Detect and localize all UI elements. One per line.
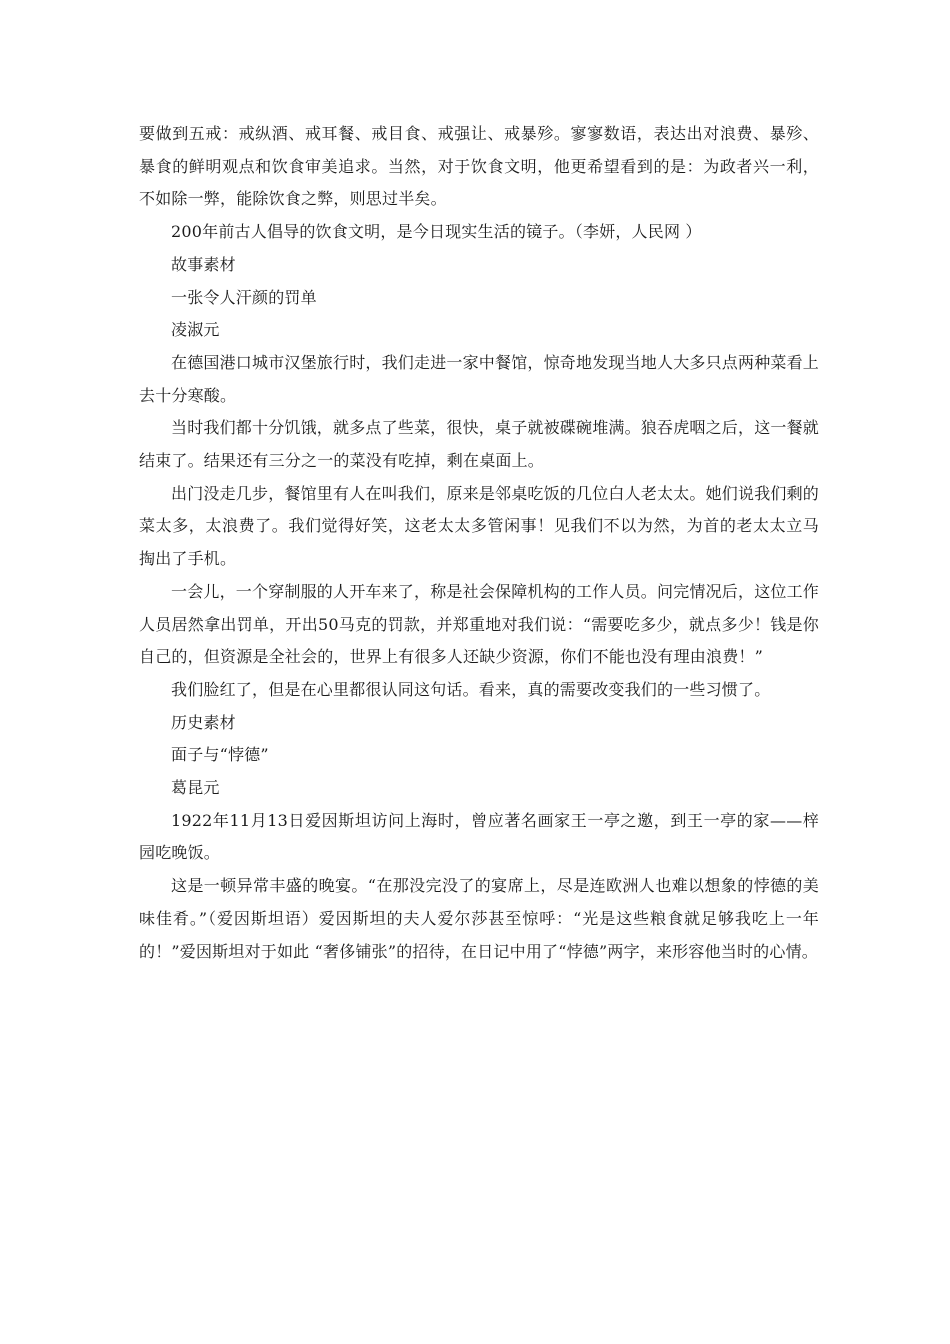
paragraph-10: 我们脸红了，但是在心里都很认同这句话。看来，真的需要改变我们的一些习惯了。 [171,679,771,699]
document-body [139,118,819,968]
paragraph-9: 一会儿，一个穿制服的人开车来了，称是社会保障机构的工作人员。问完情况后，这位工作人员居然拿出罚单，开出50马克的罚款，并郑重地对我们说：“需要吃多少，就点多少！钱是你自己的，但资源是全社会的，世界上有很多人还缺少资源，你们不能也没有理由浪费！” [139,581,820,667]
paragraph-14: 1922年11月13日爱因斯坦访问上海时，曾应著名画家王一亭之邀，到王一亭的家——梓园吃晚饭。 [139,810,819,863]
article-author-ge: 葛昆元 [171,778,220,798]
article-title-fine: 一张令人汗颜的罚单 [171,287,317,307]
paragraph-7: 当时我们都十分饥饿，就多点了些菜，很快，桌子就被碟碗堆满。狼吞虎咽之后，这一餐就结束了。结果还有三分之一的菜没有吃掉，剩在桌面上。 [139,418,820,471]
paragraph-2: 200年前古人倡导的饮食文明，是今日现实生活的镜子。（李妍，人民网 ） [171,222,702,242]
section-heading-history: 历史素材 [171,712,236,732]
paragraph-8: 出门没走几步，餐馆里有人在叫我们，原来是邻桌吃饭的几位白人老太太。她们说我们剩的菜太多，太浪费了。我们觉得好笑，这老太太多管闲事！见我们不以为然，为首的老太太立马掏出了手机。 [139,483,820,569]
section-heading-story: 故事素材 [171,254,236,274]
article-author-ling: 凌淑元 [171,320,220,340]
paragraph-6: 在德国港口城市汉堡旅行时，我们走进一家中餐馆，惊奇地发现当地人大多只点两种菜看上去十分寒酸。 [139,352,820,405]
paragraph-1: 要做到五戒：戒纵酒、戒耳餐、戒目食、戒强让、戒暴殄。寥寥数语，表达出对浪费、暴殄、暴食的鲜明观点和饮食审美追求。当然，对于饮食文明，他更希望看到的是：为政者兴一利，不如除一弊，能除饮食之弊，则思过半矣。 [139,124,819,209]
article-title-face: 面子与“悖德” [171,745,269,765]
paragraph-15: 这是一顿异常丰盛的晚宴。“在那没完没了的宴席上，尽是连欧洲人也难以想象的悖德的美味佳肴。”（爱因斯坦语）爱因斯坦的夫人爱尔莎甚至惊呼：“光是这些粮食就足够我吃上一年的！”爱因斯坦对于如此 “奢侈铺张”的招待，在日记中用了“悖德”两字，来形容他当时的心情。 [139,876,819,961]
